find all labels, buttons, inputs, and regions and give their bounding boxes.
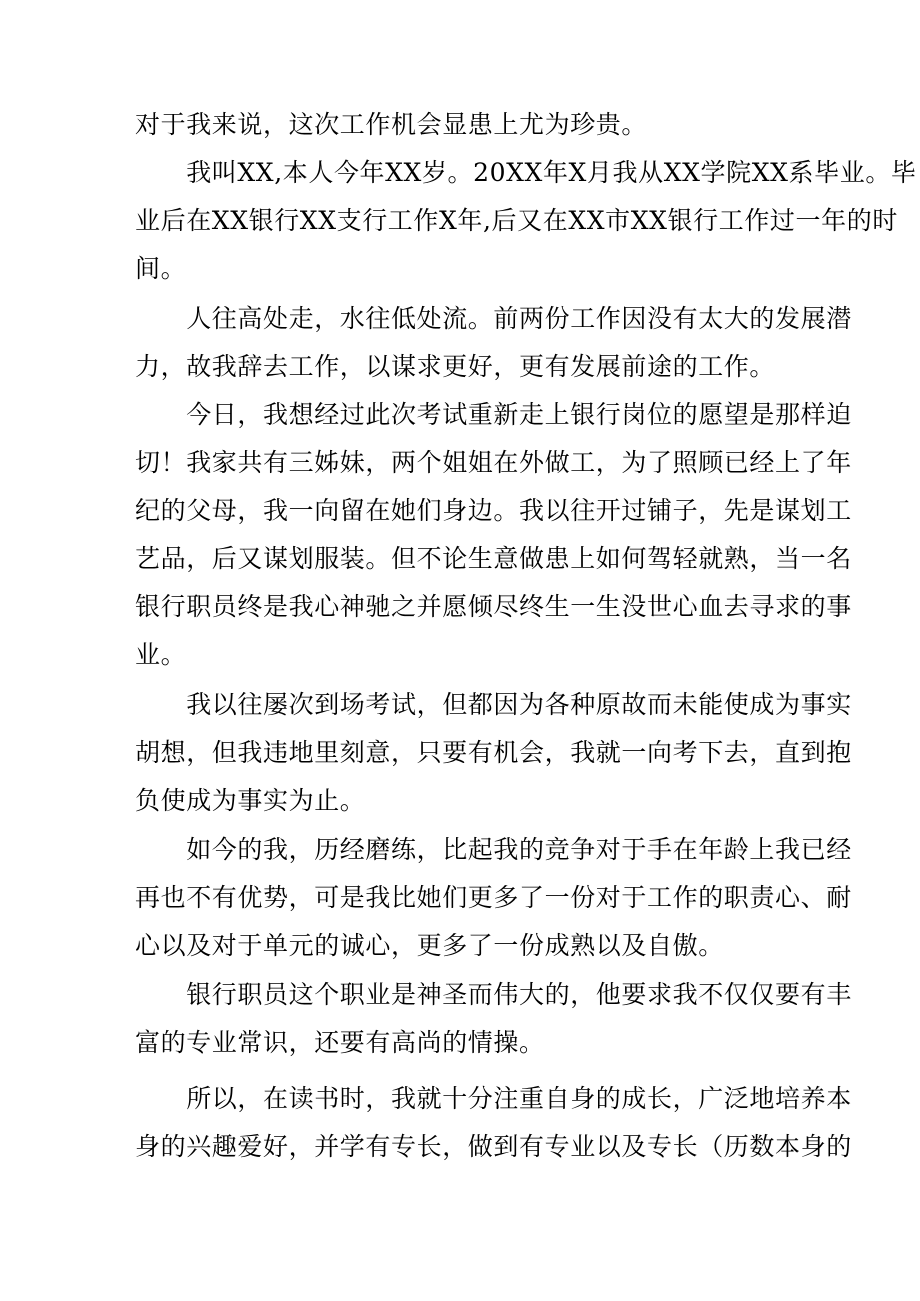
text-line: 力，故我辞去工作，以谋求更好，更有发展前途的工作。	[135, 352, 776, 381]
text-line: 身的兴趣爱好，并学有专长，做到有专业以及专长（历数本身的	[135, 1132, 852, 1161]
text-line: 如今的我，历经磨练，比起我的竞争对于手在年龄上我已经	[135, 835, 852, 864]
text-line: 纪的父母，我一向留在她们身边。我以往开过铺子，先是谋划工	[135, 496, 852, 525]
text-line: 再也不有优势，可是我比她们更多了一份对于工作的职责心、耐	[135, 883, 852, 912]
text-line: 我叫XX,本人今年XX岁。20XX年X月我从XX学院XX系毕业。毕	[135, 158, 917, 187]
text-line: 间。	[135, 254, 187, 283]
paragraph-2	[135, 149, 917, 293]
text-line: 今日，我想经过此次考试重新走上银行岗位的愿望是那样迫	[135, 400, 852, 429]
text-line: 我以往屡次到场考试，但都因为各种原故而未能使成为事实	[135, 690, 852, 719]
paragraph-4	[135, 391, 852, 679]
paragraph-8	[135, 1075, 852, 1171]
text-line: 业。	[135, 640, 187, 669]
paragraph-5	[135, 681, 852, 825]
text-line: 富的专业常识，还要有高尚的情操。	[135, 1028, 545, 1057]
text-line: 所以，在读书时，我就十分注重自身的成长，广泛地培养本	[135, 1084, 852, 1113]
paragraph-1	[135, 101, 795, 149]
text-line: 业后在XX银行XX支行工作X年,后又在XX市XX银行工作过一年的时	[135, 206, 898, 235]
paragraph-3	[135, 295, 852, 391]
text-line: 切！我家共有三姊妹，两个姐姐在外做工，为了照顾已经上了年	[135, 448, 852, 477]
text-line: 负使成为事实为止。	[135, 786, 366, 815]
text-line: 艺品，后又谋划服装。但不论生意做患上如何驾轻就熟，当一名	[135, 544, 852, 573]
text-line: 心以及对于单元的诚心，更多了一份成熟以及自傲。	[135, 931, 724, 960]
text-line: 人往高处走，水往低处流。前两份工作因没有太大的发展潜	[135, 304, 852, 333]
paragraph-6	[135, 826, 852, 970]
paragraph-7	[135, 971, 852, 1067]
text-line: 银行职员终是我心神驰之并愿倾尽终生一生没世心血去寻求的事	[135, 592, 852, 621]
text-line: 对于我来说，这次工作机会显患上尤为珍贵。	[135, 110, 648, 139]
text-line: 银行职员这个职业是神圣而伟大的，他要求我不仅仅要有丰	[135, 980, 852, 1009]
text-line: 胡想，但我违地里刻意，只要有机会，我就一向考下去，直到抱	[135, 738, 852, 767]
